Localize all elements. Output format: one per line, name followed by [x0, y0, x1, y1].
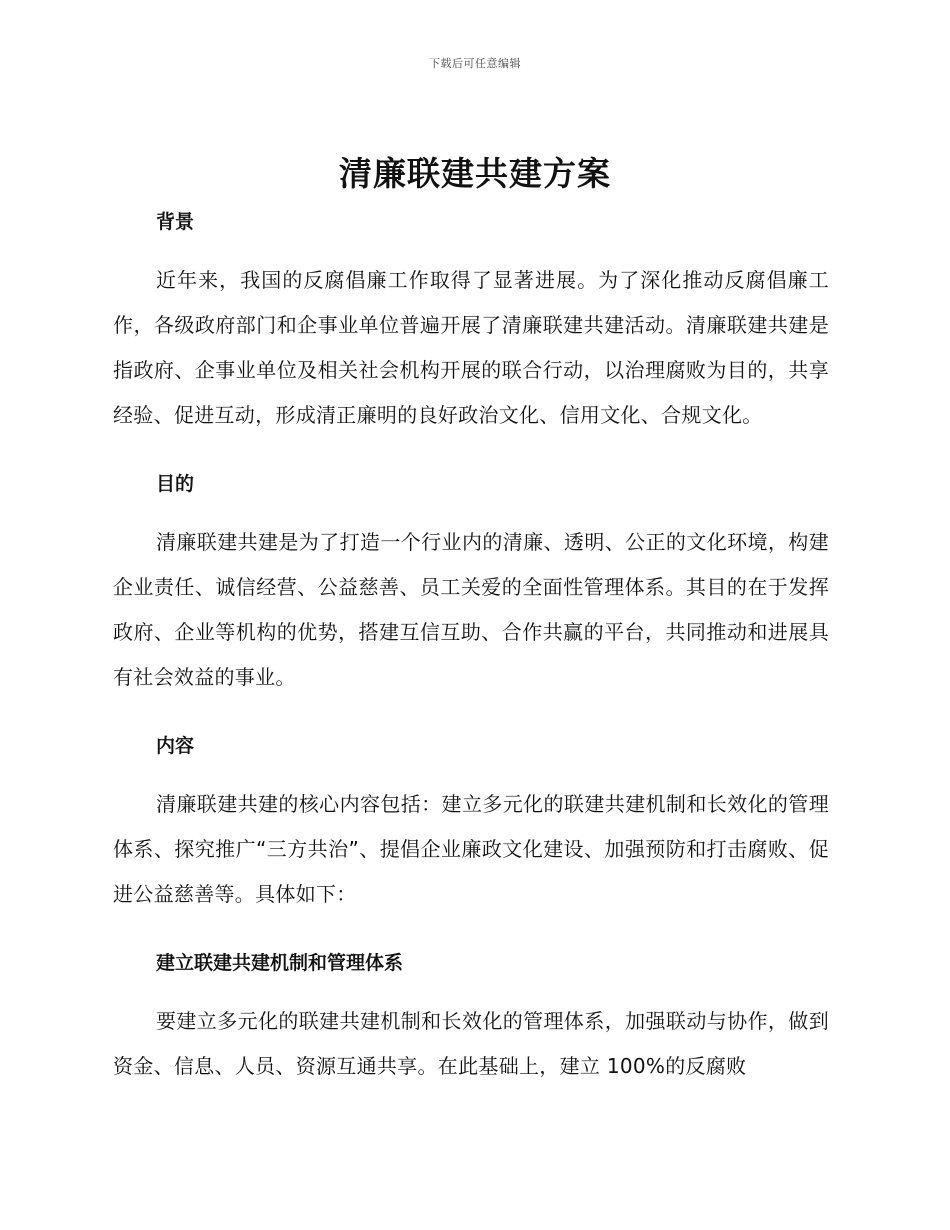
paragraph-background: 近年来，我国的反腐倡廉工作取得了显著进展。为了深化推动反腐倡廉工作，各级政府部门和企事业单位普遍开展了清廉联建共建活动。清廉联建共建是指政府、企事业单位及相关社会机构开展的联合行动，以治理腐败为目的，共享经验、促进互动，形成清正廉明的良好政治文化、信用文化、合规文化。 — [113, 268, 829, 427]
paragraph-content: 清廉联建共建的核心内容包括：建立多元化的联建共建机制和长效化的管理体系、探究推广“三方共治”、提倡企业廉政文化建设、加强预防和打击腐败、促进公益慈善等。具体如下： — [113, 792, 829, 906]
page-header-watermark: 下载后可任意编辑 — [429, 57, 521, 70]
section-heading-purpose: 目的 — [156, 473, 195, 495]
paragraph-purpose: 清廉联建共建是为了打造一个行业内的清廉、透明、公正的文化环境，构建企业责任、诚信经营、公益慈善、员工关爱的全面性管理体系。其目的在于发挥政府、企业等机构的优势，搭建互信互助、合作共赢的平台，共同推动和进展具有社会效益的事业。 — [113, 530, 829, 689]
section-heading-background: 背景 — [156, 211, 195, 233]
section-heading-content: 内容 — [156, 735, 195, 757]
paragraph-mechanism: 要建立多元化的联建共建机制和长效化的管理体系，加强联动与协作，做到资金、信息、人员、资源互通共享。在此基础上，建立 100%的反腐败 — [113, 1009, 829, 1078]
document-body — [113, 198, 829, 1111]
document-title: 清廉联建共建方案 — [339, 154, 611, 193]
subsection-heading-mechanism: 建立联建共建机制和管理体系 — [156, 952, 404, 974]
